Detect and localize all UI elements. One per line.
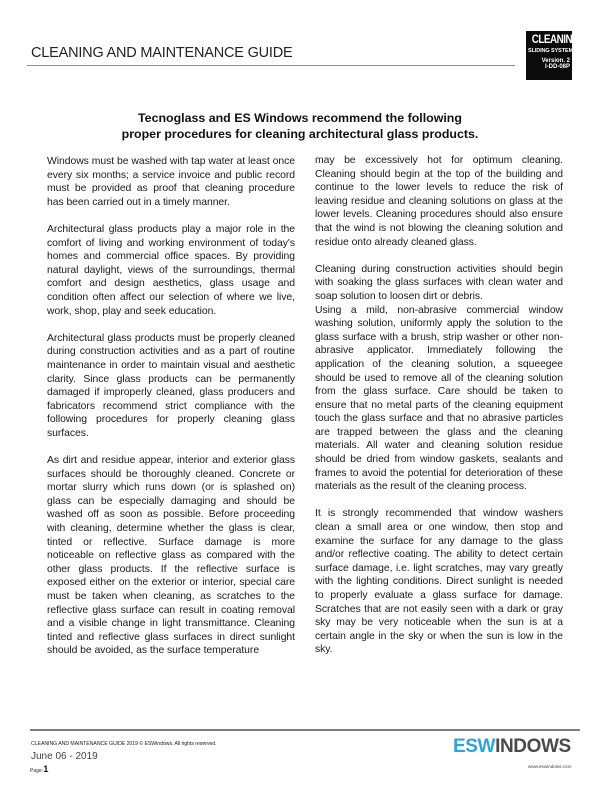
- badge-subtitle: SLIDING SYSTEM: [528, 48, 574, 54]
- header-divider: [27, 65, 515, 66]
- website-url[interactable]: www.eswindows.com: [528, 764, 572, 769]
- badge-title: CLEANING: [531, 32, 580, 46]
- eswindows-logo: [453, 737, 571, 756]
- cleaning-badge: [526, 31, 580, 80]
- paragraph: may be excessively hot for optimum cleaning. Cleaning should begin at the top of the building and continue to the lower levels to reduce the risk of leaving residue and cleaning solutions on glass at the lower levels. Cleaning procedures should also ensure that the wind is not blowing the cleaning solution and residue onto already cleaned glass.: [315, 155, 563, 248]
- paragraph: Architectural glass products play a major role in the comfort of living and working environment of today's homes and commercial office spaces. By providing natural daylight, views of the surroundings, thermal comfort and design aesthetics, glass usage and condition often affect our selection of where we live, work, shop, play and seek education.: [47, 223, 295, 317]
- footer-divider: [30, 729, 580, 731]
- left-column: [47, 155, 295, 672]
- footer-date: June 06 - 2019: [31, 751, 98, 762]
- badge-version: Version. 2: [541, 58, 570, 64]
- paragraph: Architectural glass products must be properly cleaned during construction activities and as a part of routine maintenance in order to maintain visual and aesthetic clarity. Since glass products can be permanently damaged if improperly cleaned, glass producers and fabricators recommend strict compliance with the following procedures for properly cleaning glass surfaces.: [47, 332, 295, 439]
- paragraph: Using a mild, non-abrasive commercial window washing solution, uniformly apply the solution to the glass surface with a brush, strip washer or other non-abrasive applicator. Immediately following the application of the cleaning solution, a squeegee should be used to remove all of the cleaning solution from the glass surface. Care should be taken to ensure that no metal parts of the cleaning equipment touch the glass surface and that no abrasive particles are trapped between the glass and the cleaning materials. All water and cleaning solution residue should be dried from window gaskets, sealants and frames to avoid the potential for deterioration of these materials as the result of the cleaning process.: [315, 304, 563, 493]
- intro-line-2: proper procedures for cleaning architectural glass products.: [121, 127, 479, 141]
- paragraph: As dirt and residue appear, interior and exterior glass surfaces should be thoroughly cleaned. Concrete or mortar slurry which runs down (or is splashed on) glass can be especially damaging and should be washed off as soon as possible. Before proceeding with cleaning, determine whether the glass is clear, tinted or reflective. Surface damage is more noticeable on reflective glass as compared with the other glass products. If the reflective surface is exposed either on the exterior or interior, special care must be taken when cleaning, as scratches to the reflective glass surface can result in coating removal and a visible change in light transmittance. Cleaning tinted and reflective glass surfaces in direct sunlight should be avoided, as the surface temperature: [47, 455, 295, 657]
- footer-copyright: CLEANING AND MAINTENANCE GUIDE 2019 © ESWindows. All rights reserved.: [31, 741, 217, 747]
- page-number: 1: [43, 764, 49, 774]
- logo-indows-part: INDOWS: [495, 736, 571, 757]
- right-column: [315, 154, 563, 671]
- badge-code: I-DD-08P: [544, 64, 570, 70]
- page-label: Page-: [30, 768, 44, 774]
- page-indicator: [30, 764, 48, 774]
- intro-heading: [0, 110, 600, 142]
- intro-line-1: Tecnoglass and ES Windows recommend the following: [138, 111, 462, 125]
- paragraph: It is strongly recommended that window washers clean a small area or one window, then stop and examine the surface for any damage to the glass and/or reflective coating. The ability to detect certain surface damage, i.e. light scratches, may vary greatly with the lighting conditions. Direct sunlight is needed to properly evaluate a glass surface for damage. Scratches that are not easily seen with a dark or gray sky may be very noticeable when the sun is at a certain angle in the sky or when the sun is low in the sky.: [315, 508, 563, 656]
- paragraph: Cleaning during construction activities should begin with soaking the glass surfaces with clean water and soap solution to loosen dirt or debris.: [315, 263, 563, 302]
- document-header-title: CLEANING AND MAINTENANCE GUIDE: [31, 45, 293, 61]
- logo-es-part: ESW: [453, 736, 496, 757]
- paragraph: Windows must be washed with tap water at least once every six months; a service invoice and public record must be provided as proof that cleaning procedure has been carried out in a timely manner.: [47, 156, 295, 208]
